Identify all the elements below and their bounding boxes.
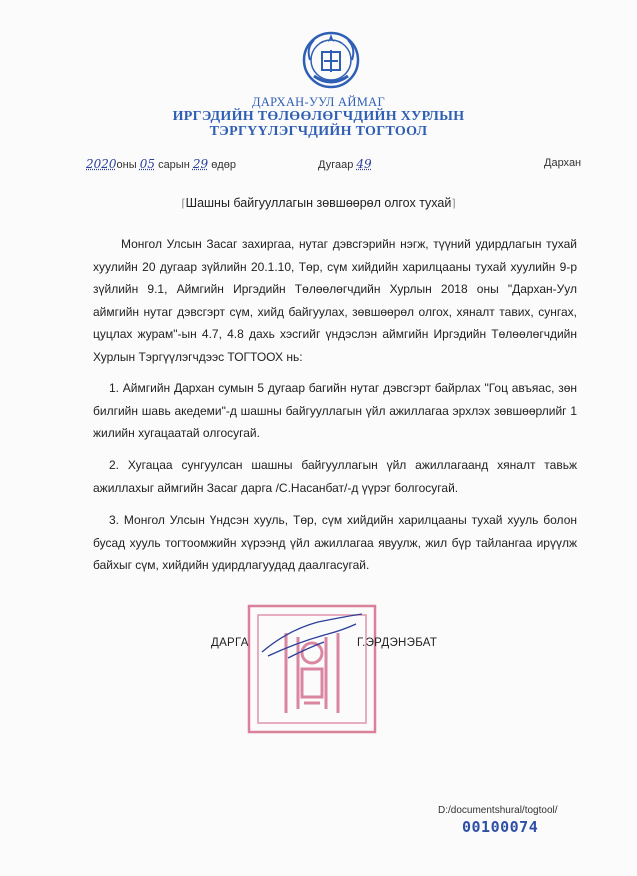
signatory-name: Г.ЭРДЭНЭБАТ xyxy=(357,637,438,649)
date-month: 05 xyxy=(139,157,155,171)
document-date xyxy=(86,157,236,171)
date-year: 2020 xyxy=(86,157,117,171)
header-organization: ИРГЭДИЙН ТӨЛӨӨЛӨГЧДИЙН ХУРЛЫН xyxy=(172,109,465,124)
document-subject xyxy=(0,196,637,210)
header-aimag: ДАРХАН-УУЛ АЙМАГ xyxy=(252,95,385,109)
document-number xyxy=(318,157,372,171)
subject-bracket-close-icon: ⌉ xyxy=(451,198,456,210)
body-intro: Монгол Улсын Засаг захиргаа, нутаг дэвсгэрийн нэгж, түүний удирдлагын тухай хуулийн 20 дугаар зүйлийн 20.1.10, Төр, сүм хийдийн харилцааны тухай хуулийн 9-р зүйлийн 9.1, Аймгийн Иргэдийн Төлөөлөгчдийн Хурлын 2018 оны "Дархан-Уул аймгийн нутаг дэвсгэрт сүм, хийд байгуулах, зөвшөөрөл олгох, хяналт тавих, сунгах, цуцлах журам"-ын 4.7, 4.8 дахь хэсгийг үндэслэн аймгийн Иргэдийн Төлөөлөгчдийн Хурлын Тэргүүлэгчдээс ТОГТООХ нь: xyxy=(93,237,577,364)
subject-bracket-open-icon: ⌈ xyxy=(181,198,186,210)
signatory-title: ДАРГА xyxy=(211,637,249,649)
date-year-suffix: оны xyxy=(116,159,137,171)
document-place: Дархан xyxy=(544,157,582,169)
date-day-suffix: өдөр xyxy=(211,159,236,171)
header-document-type: ТЭРГҮҮЛЭГЧДИЙН ТОГТООЛ xyxy=(209,124,428,139)
resolution-item-2: 2. Хугацаа сунгуулсан шашны байгууллагын үйл ажиллагаанд хяналт тавьж ажиллахыг аймгийн Засаг дарга /С.Насанбат/-д үүрэг болгосугай. xyxy=(93,458,577,495)
date-day: 29 xyxy=(192,157,209,171)
subject-text: Шашны байгууллагын зөвшөөрөл олгох тухай xyxy=(185,196,452,210)
file-path: D:/documentshural/togtool/ xyxy=(438,805,558,816)
date-month-suffix: сарын xyxy=(158,159,190,171)
state-emblem-icon xyxy=(300,26,362,94)
number-value: 49 xyxy=(356,157,372,171)
resolution-item-3: 3. Монгол Улсын Үндсэн хууль, Төр, сүм хийдийн харилцааны тухай хууль болон бусад хууль тогтоомжийн хүрээнд үйл ажиллагаа явуулж, жил бүр тайлангаа ирүүлж байхыг сүм, хийдийн удирдлагуудад даалгасугай. xyxy=(93,513,577,572)
handwritten-signature-icon xyxy=(258,612,368,662)
resolution-item-1: 1. Аймгийн Дархан сумын 5 дугаар багийн нутаг дэвсгэрт байрлах "Гоц авъяас, зөн билгийн шавь акедеми"-д шашны байгууллагын үйл ажиллагаа эрхлэх зөвшөөрлийг 1 жилийн хугацаатай олгосугай. xyxy=(93,381,577,440)
serial-number: 00100074 xyxy=(462,818,539,836)
number-label: Дугаар xyxy=(318,159,354,171)
